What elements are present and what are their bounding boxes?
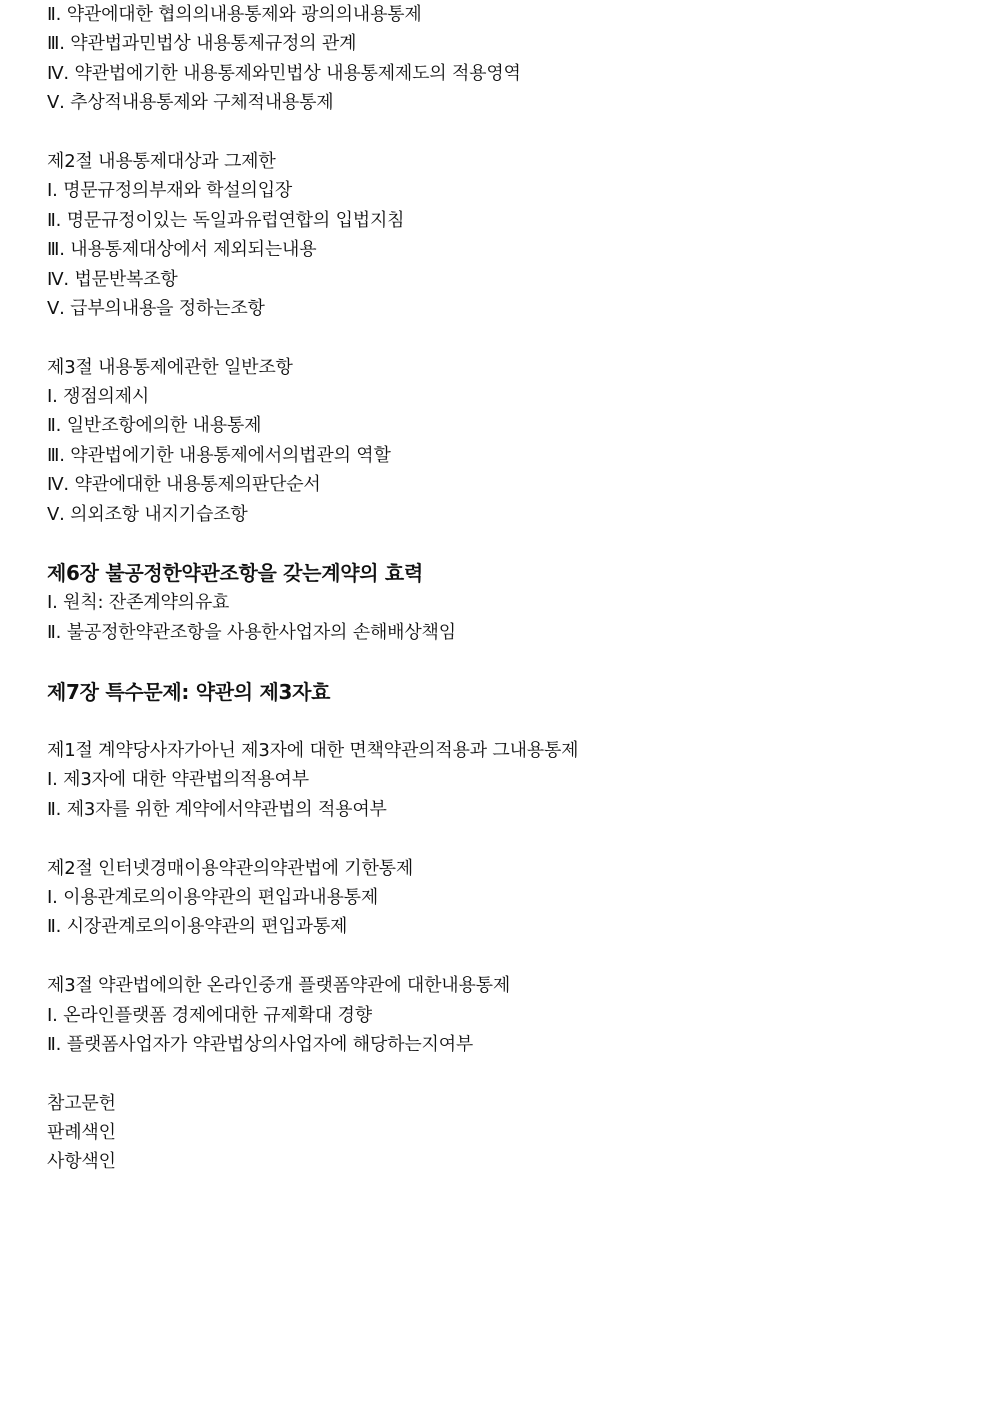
- spacer: [47, 942, 947, 971]
- spacer: [47, 707, 947, 736]
- spacer: [47, 1059, 947, 1088]
- spacer: [47, 529, 947, 558]
- toc-item: Ⅱ. 명문규정이있는 독일과유럽연합의 입법지침: [47, 209, 405, 231]
- toc-item: Ⅰ. 원칙: 잔존계약의유효: [47, 592, 230, 614]
- spacer: [47, 118, 947, 147]
- spacer: [47, 647, 947, 676]
- toc-item: Ⅰ. 이용관계로의이용약관의 편입과내용통제: [47, 886, 379, 908]
- backmatter-bibliography: 참고문헌: [47, 1092, 116, 1114]
- toc-item: Ⅱ. 제3자를 위한 계약에서약관법의 적용여부: [47, 798, 387, 820]
- toc-item: Ⅰ. 쟁점의제시: [47, 386, 150, 408]
- toc-item: Ⅴ. 급부의내용을 정하는조항: [47, 297, 265, 319]
- toc-item: Ⅳ. 약관에대한 내용통제의판단순서: [47, 474, 321, 496]
- toc-item: Ⅱ. 약관에대한 협의의내용통제와 광의의내용통제: [47, 4, 422, 25]
- toc-item: Ⅴ. 의외조항 내지기습조항: [47, 503, 248, 525]
- table-of-contents: [47, 0, 947, 1177]
- backmatter-subject-index: 사항색인: [47, 1151, 116, 1173]
- section-heading: 제1절 계약당사자가아닌 제3자에 대한 면책약관의적용과 그내용통제: [47, 739, 579, 761]
- toc-item: Ⅰ. 온라인플랫폼 경제에대한 규제확대 경향: [47, 1004, 372, 1026]
- toc-item: Ⅰ. 제3자에 대한 약관법의적용여부: [47, 769, 309, 791]
- toc-item: Ⅱ. 불공정한약관조항을 사용한사업자의 손해배상책임: [47, 621, 456, 643]
- section-heading: 제3절 약관법에의한 온라인중개 플랫폼약관에 대한내용통제: [47, 975, 511, 997]
- toc-item: Ⅲ. 약관법과민법상 내용통제규정의 관계: [47, 33, 357, 55]
- toc-item: Ⅲ. 약관법에기한 내용통제에서의법관의 역할: [47, 444, 391, 466]
- backmatter-case-index: 판례색인: [47, 1122, 116, 1144]
- toc-item: Ⅴ. 추상적내용통제와 구체적내용통제: [47, 92, 334, 114]
- toc-item: Ⅱ. 시장관계로의이용약관의 편입과통제: [47, 916, 348, 938]
- spacer: [47, 824, 947, 853]
- toc-item: Ⅱ. 플랫폼사업자가 약관법상의사업자에 해당하는지여부: [47, 1033, 474, 1055]
- chapter-heading: 제6장 불공정한약관조항을 갖는계약의 효력: [47, 561, 423, 586]
- toc-item: Ⅳ. 약관법에기한 내용통제와민법상 내용통제제도의 적용영역: [47, 62, 521, 84]
- section-heading: 제2절 내용통제대상과 그제한: [47, 150, 276, 172]
- section-heading: 제2절 인터넷경매이용약관의약관법에 기한통제: [47, 857, 414, 879]
- section-heading: 제3절 내용통제에관한 일반조항: [47, 356, 293, 378]
- toc-item: Ⅱ. 일반조항에의한 내용통제: [47, 415, 262, 437]
- chapter-heading: 제7장 특수문제: 약관의 제3자효: [47, 679, 331, 704]
- toc-item: Ⅰ. 명문규정의부재와 학설의입장: [47, 180, 293, 202]
- toc-item: Ⅲ. 내용통제대상에서 제외되는내용: [47, 239, 317, 261]
- toc-item: Ⅳ. 법문반복조항: [47, 268, 178, 290]
- spacer: [47, 323, 947, 352]
